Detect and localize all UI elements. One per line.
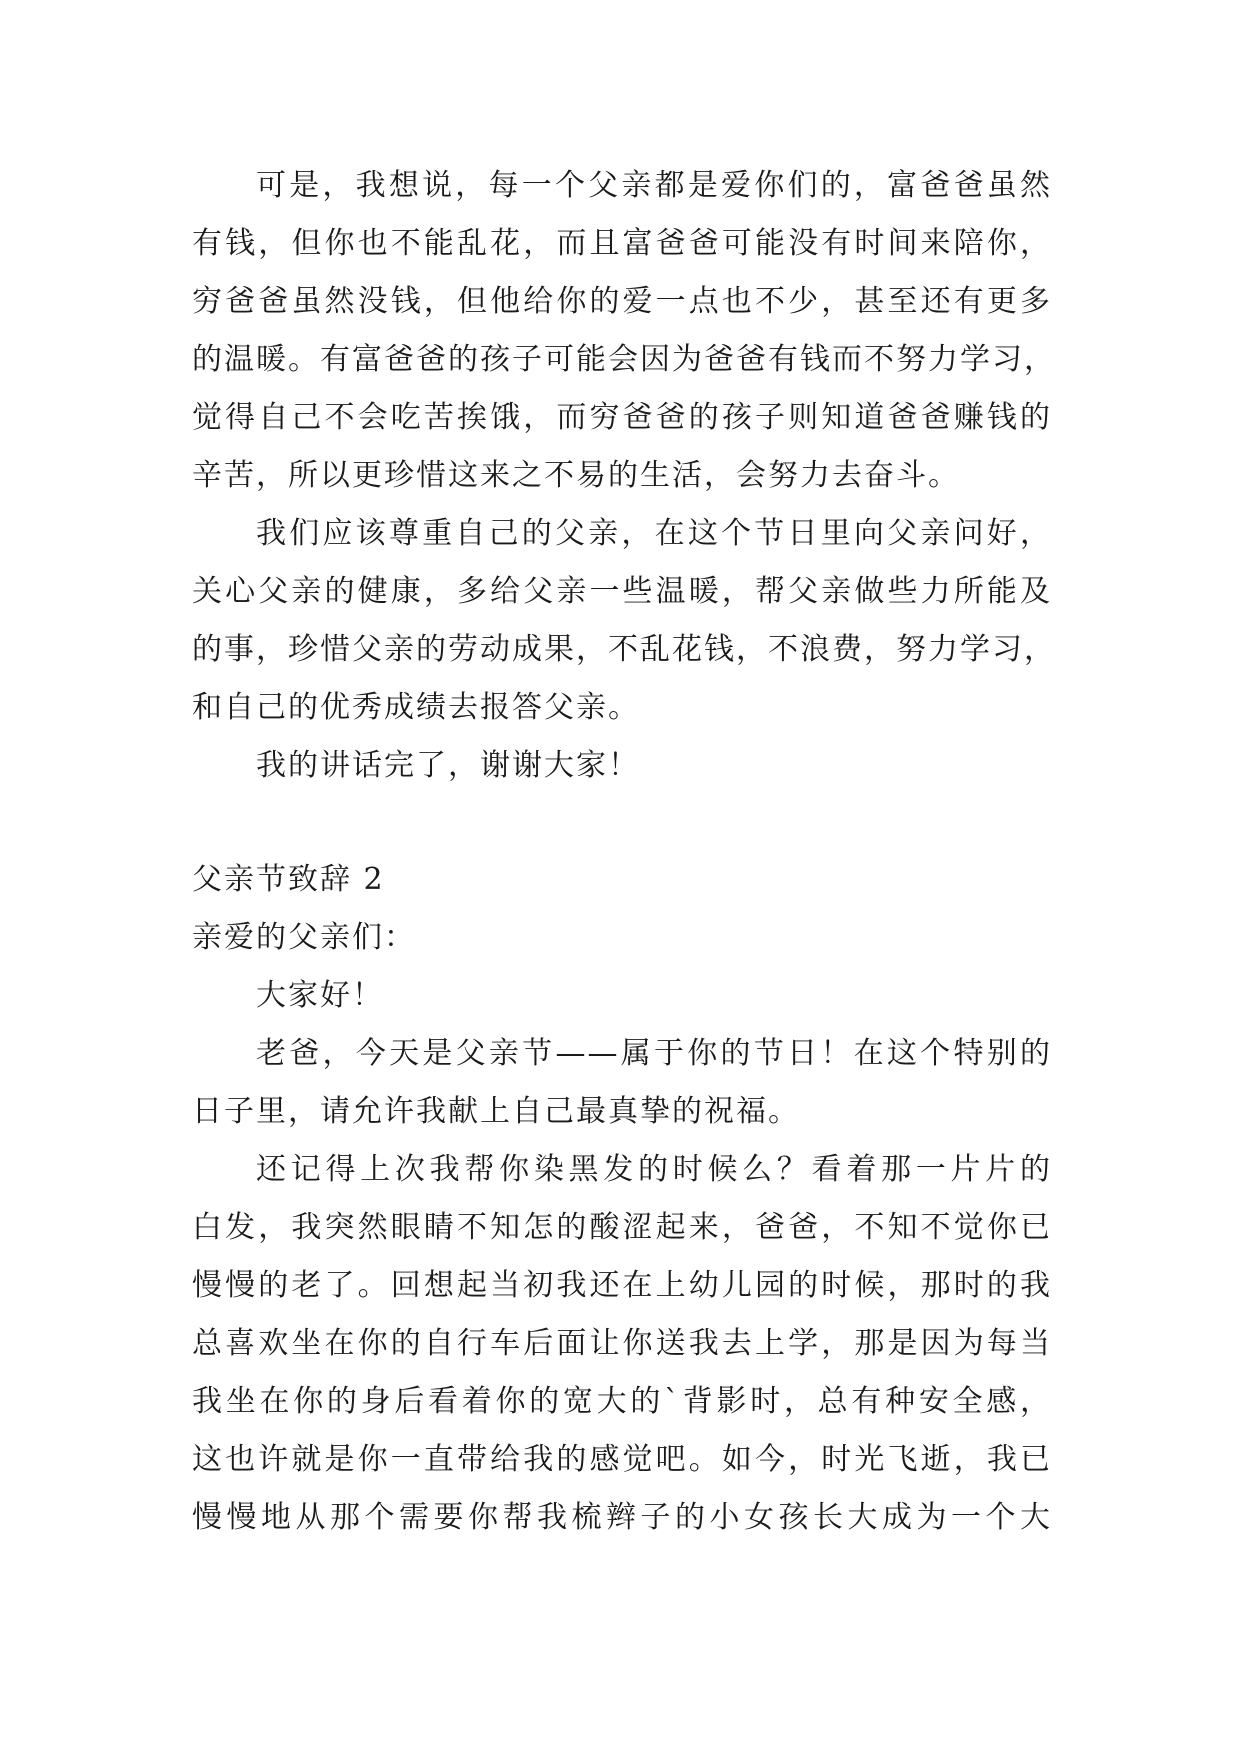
paragraph-line: 慢慢的老了。回想起当初我还在上幼儿园的时候，那时的我 — [192, 1268, 1052, 1303]
paragraph-line: 白发，我突然眼睛不知怎的酸涩起来，爸爸，不知不觉你已 — [192, 1210, 1052, 1245]
paragraph-line: 辛苦，所以更珍惜这来之不易的生活，会努力去奋斗。 — [192, 458, 960, 493]
paragraph-line: 还记得上次我帮你染黑发的时候么？看着那一片片的 — [256, 1152, 1052, 1187]
paragraph-line: 和自己的优秀成绩去报答父亲。 — [192, 690, 640, 725]
paragraph-line: 的事，珍惜父亲的劳动成果，不乱花钱，不浪费，努力学习， — [192, 632, 1056, 667]
paragraph-line: 总喜欢坐在你的自行车后面让你送我去上学，那是因为每当 — [192, 1326, 1052, 1361]
paragraph-line: 日子里，请允许我献上自己最真挚的祝福。 — [192, 1094, 800, 1129]
greeting: 大家好！ — [256, 978, 384, 1013]
paragraph-line: 可是，我想说，每一个父亲都是爱你们的，富爸爸虽然 — [256, 168, 1052, 203]
paragraph-line: 这也许就是你一直带给我的感觉吧。如今，时光飞逝，我已 — [192, 1442, 1052, 1477]
paragraph-line: 我坐在你的身后看着你的宽大的`背影时，总有种安全感， — [192, 1384, 1052, 1419]
closing-line: 我的讲话完了，谢谢大家！ — [256, 748, 640, 783]
paragraph-line: 老爸，今天是父亲节——属于你的节日！在这个特别的 — [256, 1036, 1052, 1071]
paragraph-line: 觉得自己不会吃苦挨饿，而穷爸爸的孩子则知道爸爸赚钱的 — [192, 400, 1052, 435]
document-page — [192, 0, 1056, 1754]
paragraph-line: 我们应该尊重自己的父亲，在这个节日里向父亲问好， — [256, 516, 1052, 551]
paragraph-line: 有钱，但你也不能乱花，而且富爸爸可能没有时间来陪你， — [192, 226, 1052, 261]
paragraph-line: 穷爸爸虽然没钱，但他给你的爱一点也不少，甚至还有更多 — [192, 284, 1052, 319]
paragraph-line: 的温暖。有富爸爸的孩子可能会因为爸爸有钱而不努力学习， — [192, 342, 1056, 377]
section-title: 父亲节致辞 2 — [192, 862, 385, 897]
paragraph-line: 关心父亲的健康，多给父亲一些温暖，帮父亲做些力所能及 — [192, 574, 1052, 609]
salutation: 亲爱的父亲们： — [192, 920, 416, 955]
paragraph-line: 慢慢地从那个需要你帮我梳辫子的小女孩长大成为一个大 — [192, 1500, 1052, 1535]
